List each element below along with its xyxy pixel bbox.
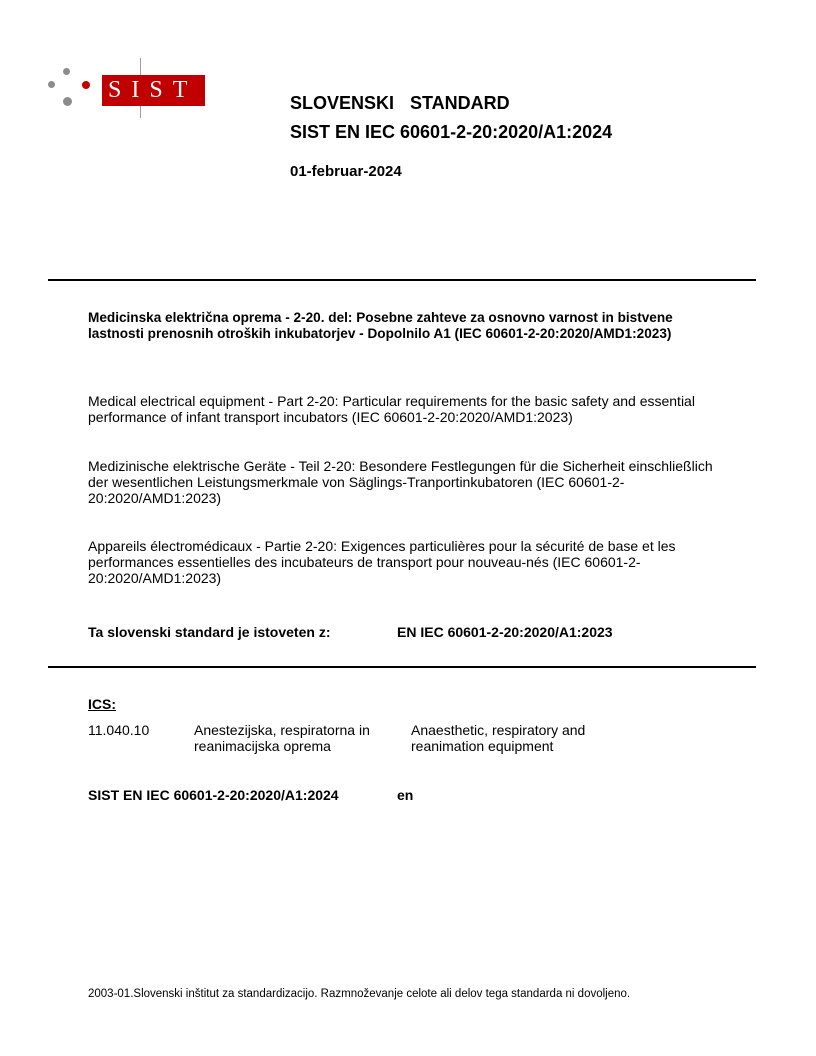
title-slovenian: Medicinska električna oprema - 2-20. del: Posebne zahteve za osnovno varnost in bistvene lastnosti prenosnih otroških inkubatorjev - Dopolnilo A1 (IEC 60601-2-20:2020/AMD1:2023)	[88, 310, 673, 341]
ics-code: 11.040.10	[88, 722, 150, 738]
identical-value: EN IEC 60601-2-20:2020/A1:2023	[397, 624, 613, 640]
title-english: Medical electrical equipment - Part 2-20: Particular requirements for the basic safety and essential performance of infant transport incubators (IEC 60601-2-20:2020/AMD1:2023)	[88, 393, 695, 425]
logo-dots-icon	[48, 68, 92, 112]
footer-standard-id: SIST EN IEC 60601-2-20:2020/A1:2024	[88, 787, 339, 803]
standard-label: SLOVENSKI STANDARD	[290, 93, 510, 113]
ics-label: ICS:	[88, 696, 116, 712]
title-german: Medizinische elektrische Geräte - Teil 2-20: Besondere Festlegungen für die Sicherheit einschließlich der wesentlichen Leistungsmerkmale von Säglings-Tranportinkubatoren (IEC 60601-2-20:2020/AMD1:2023)	[88, 458, 713, 506]
title-french: Appareils électromédicaux - Partie 2-20: Exigences particulières pour la sécurité de base et les performances essentielles des incubateurs de transport pour nouveau-nés (IEC 60601-2-20:2020/AMD1:2023)	[88, 538, 676, 586]
top-divider	[48, 279, 756, 281]
ics-description-slovenian: Anestezijska, respiratorna in reanimacijska oprema	[194, 722, 370, 754]
ics-description-english: Anaesthetic, respiratory and reanimation equipment	[411, 722, 586, 754]
footer-language: en	[397, 787, 414, 803]
bottom-divider	[48, 666, 756, 668]
identical-label: Ta slovenski standard je istoveten z:	[88, 624, 331, 640]
copyright-notice: 2003-01.Slovenski inštitut za standardizacijo. Razmnoževanje celote ali delov tega standarda ni dovoljeno.	[88, 988, 631, 1000]
publication-date: 01-februar-2024	[290, 163, 402, 180]
sist-logo: SIST	[102, 75, 205, 106]
standard-id: SIST EN IEC 60601-2-20:2020/A1:2024	[290, 122, 613, 142]
